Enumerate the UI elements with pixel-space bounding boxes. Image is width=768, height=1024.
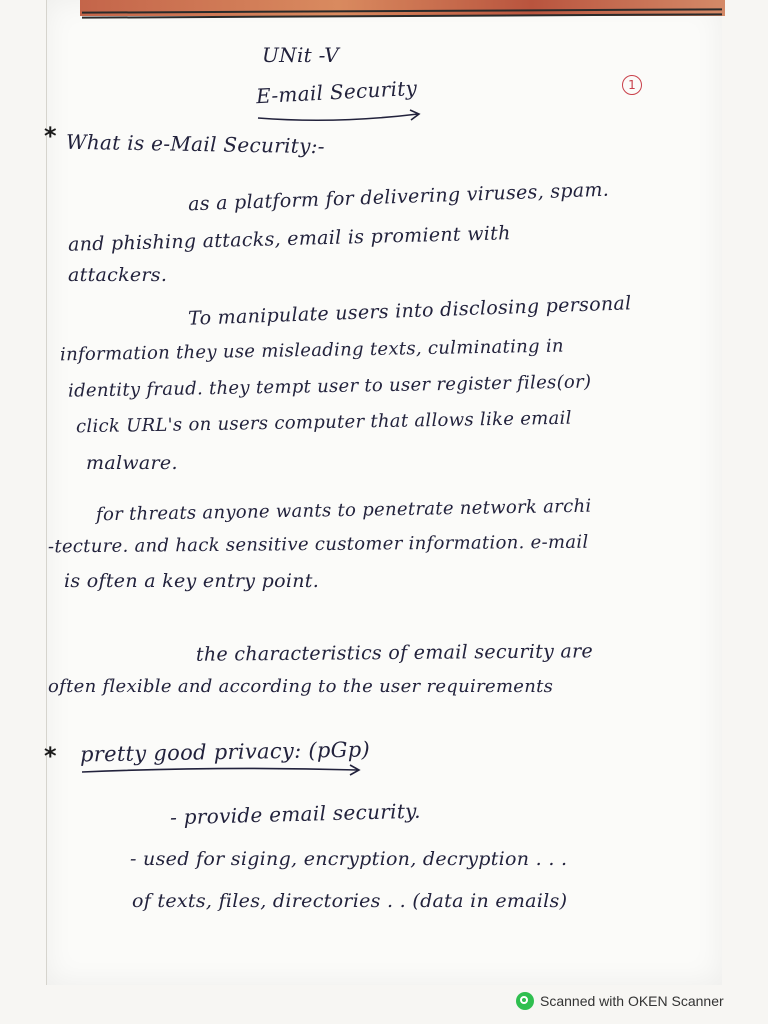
scanner-watermark-text: Scanned with OKEN Scanner	[540, 993, 724, 1009]
section-heading: What is e-Mail Security:-	[65, 129, 326, 159]
scanner-logo-icon	[516, 992, 534, 1010]
body-line: attackers.	[68, 264, 168, 286]
body-line: - used for siging, encryption, decryption . . .	[130, 848, 568, 870]
scanner-watermark	[516, 990, 724, 1012]
heading-underline-arrow	[80, 762, 370, 780]
body-line: the characteristics of email security are	[195, 640, 594, 666]
page-number-badge: 1	[622, 75, 642, 95]
body-line: identity fraud. they tempt user to user register files(or)	[67, 371, 592, 402]
body-line: click URL's on users computer that allows like email	[75, 407, 572, 438]
body-line: as a platform for delivering viruses, spam.	[187, 178, 610, 216]
section-heading: pretty good privacy: (pGp)	[79, 737, 371, 767]
body-line: and phishing attacks, email is promient with	[67, 222, 511, 256]
body-line: is often a key entry point.	[64, 570, 320, 592]
body-line: - provide email security.	[169, 798, 422, 830]
body-line: malware.	[86, 452, 178, 474]
bullet-star-icon: *	[44, 122, 57, 150]
bullet-star-icon: *	[44, 742, 57, 770]
body-line: To manipulate users into disclosing personal	[187, 292, 632, 330]
body-line: often flexible and according to the user requirements	[48, 676, 554, 697]
title-underline-arrow	[256, 106, 426, 126]
page-title: E-mail Security	[255, 75, 418, 109]
body-line: for threats anyone wants to penetrate network archi	[95, 495, 592, 526]
unit-heading: UNit -V	[262, 43, 339, 67]
body-line: information they use misleading texts, culminating in	[59, 335, 565, 366]
body-line: of texts, files, directories . . (data in emails)	[132, 890, 568, 912]
body-line: -tecture. and hack sensitive customer information. e-mail	[47, 531, 589, 558]
